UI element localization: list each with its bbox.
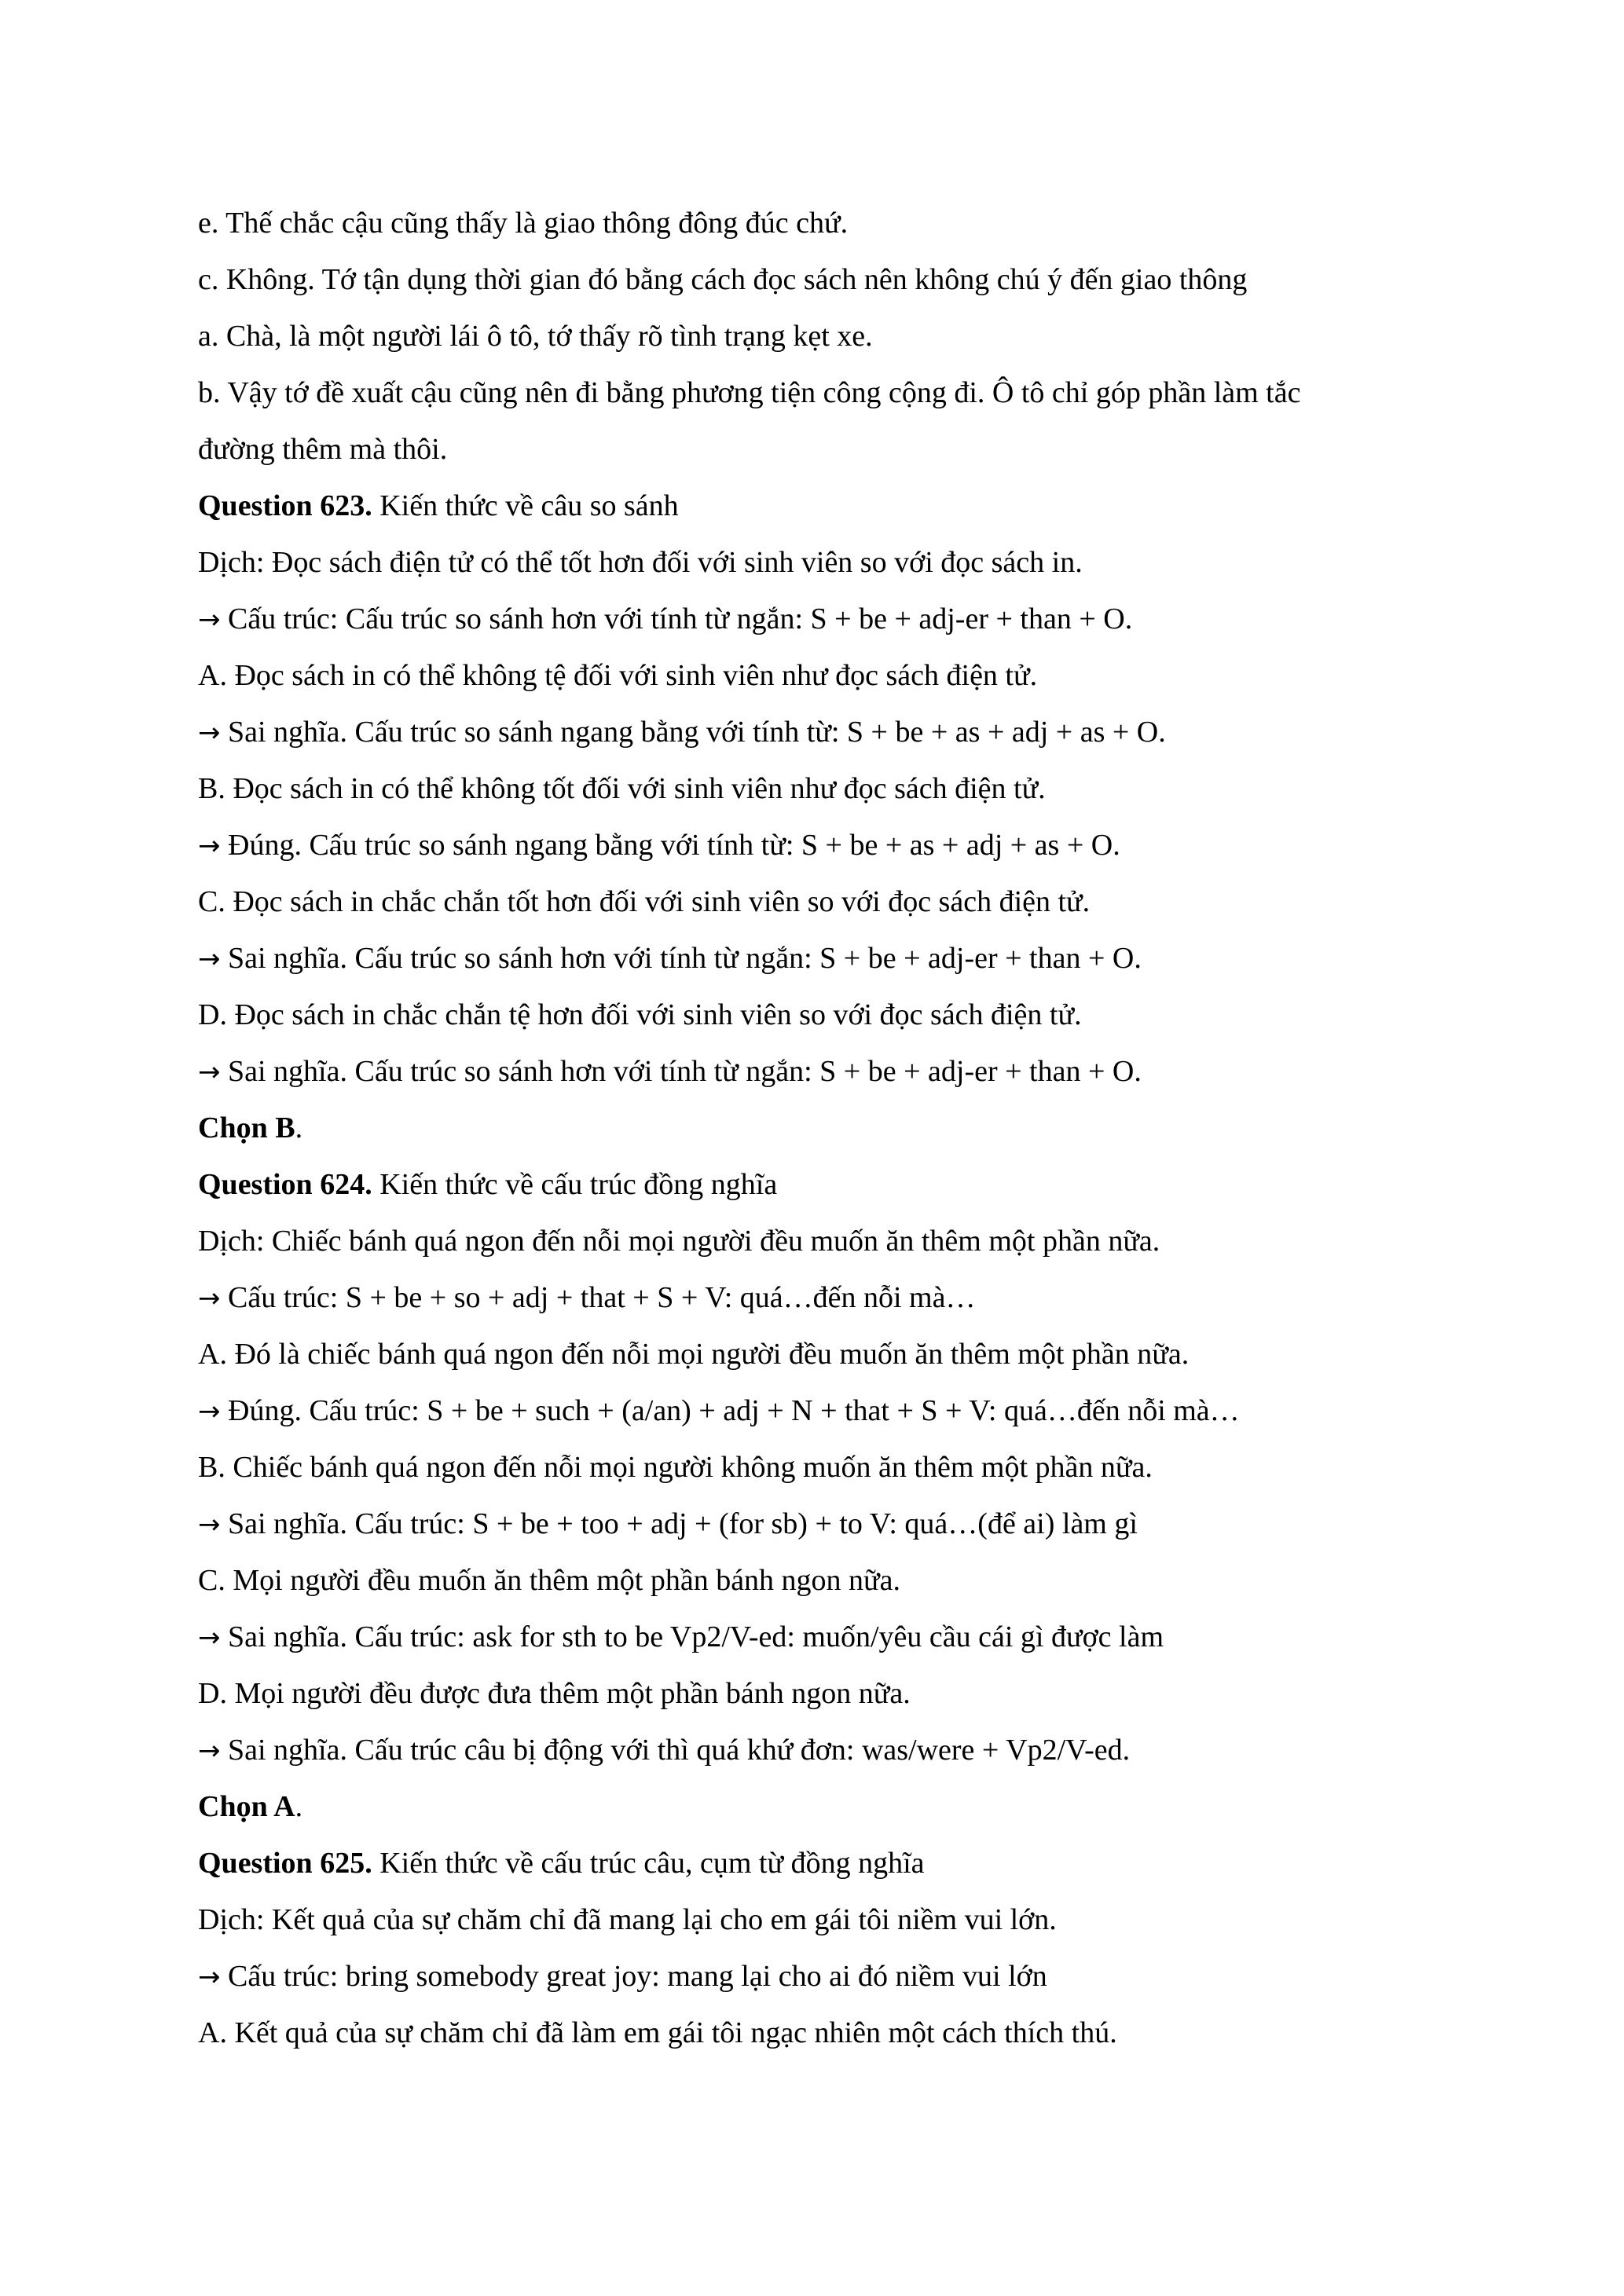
bold-label: Question 625. <box>198 1847 372 1880</box>
line-text: D. Mọi người đều được đưa thêm một phần bánh ngon nữa. <box>198 1677 911 1710</box>
line-text: c. Không. Tớ tận dụng thời gian đó bằng cách đọc sách nên không chú ý đến giao thông <box>198 263 1248 296</box>
text-line <box>198 1269 1455 1326</box>
text-line <box>198 817 1455 873</box>
text-line <box>198 873 1455 930</box>
line-text: b. Vậy tớ đề xuất cậu cũng nên đi bằng phương tiện công cộng đi. Ô tô chỉ góp phần làm tắc <box>198 376 1301 409</box>
text-line <box>198 1100 1455 1156</box>
text-line <box>198 930 1455 987</box>
text-line <box>198 1213 1455 1269</box>
bold-label: Chọn B <box>198 1111 295 1144</box>
text-line <box>198 1156 1455 1213</box>
line-text: Dịch: Đọc sách điện tử có thể tốt hơn đối với sinh viên so với đọc sách in. <box>198 546 1083 579</box>
line-text: Kiến thức về cấu trúc đồng nghĩa <box>372 1168 778 1201</box>
text-line <box>198 1496 1455 1552</box>
text-line <box>198 1609 1455 1665</box>
arrow-icon: → <box>198 1735 221 1767</box>
text-line <box>198 987 1455 1043</box>
arrow-icon: → <box>198 1509 221 1540</box>
line-text: Đúng. Cấu trúc so sánh ngang bằng với tính từ: S + be + as + adj + as + O. <box>220 829 1120 862</box>
text-line <box>198 704 1455 760</box>
line-text: Dịch: Chiếc bánh quá ngon đến nỗi mọi người đều muốn ăn thêm một phần nữa. <box>198 1225 1160 1258</box>
text-line <box>198 534 1455 591</box>
line-text: Sai nghĩa. Cấu trúc: ask for sth to be Vp2/V-ed: muốn/yêu cầu cái gì được làm <box>220 1620 1164 1653</box>
text-line <box>198 760 1455 817</box>
line-text: Dịch: Kết quả của sự chăm chỉ đã mang lại cho em gái tôi niềm vui lớn. <box>198 1903 1057 1936</box>
line-text: A. Đọc sách in có thể không tệ đối với sinh viên như đọc sách điện tử. <box>198 659 1038 692</box>
arrow-icon: → <box>198 1283 221 1314</box>
text-line <box>198 2005 1455 2061</box>
bold-label: Question 623. <box>198 489 372 522</box>
document-body <box>198 195 1455 2061</box>
text-line <box>198 195 1455 251</box>
line-text: Sai nghĩa. Cấu trúc câu bị động với thì quá khứ đơn: was/were + Vp2/V-ed. <box>220 1734 1131 1767</box>
line-text: B. Đọc sách in có thể không tốt đối với sinh viên như đọc sách điện tử. <box>198 772 1046 805</box>
line-text: C. Đọc sách in chắc chắn tốt hơn đối với sinh viên so với đọc sách điện tử. <box>198 885 1091 918</box>
bold-label: Chọn A <box>198 1790 295 1823</box>
text-line <box>198 251 1455 308</box>
line-text: Cấu trúc: S + be + so + adj + that + S + V: quá…đến nỗi mà… <box>220 1281 976 1314</box>
bold-label: Question 624. <box>198 1168 372 1201</box>
text-line <box>198 1665 1455 1722</box>
line-text: Kiến thức về cấu trúc câu, cụm từ đồng nghĩa <box>372 1847 925 1880</box>
text-line <box>198 1382 1455 1439</box>
line-text: A. Kết quả của sự chăm chỉ đã làm em gái tôi ngạc nhiên một cách thích thú. <box>198 2016 1117 2049</box>
arrow-icon: → <box>198 1622 221 1653</box>
text-line <box>198 1835 1455 1891</box>
line-text: Đúng. Cấu trúc: S + be + such + (a/an) + adj + N + that + S + V: quá…đến nỗi mà… <box>220 1394 1240 1427</box>
arrow-icon: → <box>198 943 221 975</box>
line-text: Sai nghĩa. Cấu trúc so sánh hơn với tính từ ngắn: S + be + adj-er + than + O. <box>220 942 1142 975</box>
line-text: đường thêm mà thôi. <box>198 433 448 466</box>
arrow-icon: → <box>198 604 221 635</box>
text-line <box>198 364 1455 421</box>
text-line <box>198 1722 1455 1778</box>
arrow-icon: → <box>198 1056 221 1088</box>
text-line <box>198 591 1455 647</box>
line-text: C. Mọi người đều muốn ăn thêm một phần bánh ngon nữa. <box>198 1564 901 1597</box>
text-line <box>198 421 1455 478</box>
line-text: a. Chà, là một người lái ô tô, tớ thấy rõ tình trạng kẹt xe. <box>198 320 873 353</box>
line-text: Kiến thức về câu so sánh <box>372 489 679 522</box>
line-text: Sai nghĩa. Cấu trúc so sánh hơn với tính từ ngắn: S + be + adj-er + than + O. <box>220 1055 1142 1088</box>
text-line <box>198 1891 1455 1948</box>
arrow-icon: → <box>198 717 221 749</box>
text-line <box>198 1326 1455 1382</box>
line-text: e. Thế chắc cậu cũng thấy là giao thông đông đúc chứ. <box>198 207 849 240</box>
text-line <box>198 647 1455 704</box>
line-text: A. Đó là chiếc bánh quá ngon đến nỗi mọi người đều muốn ăn thêm một phần nữa. <box>198 1338 1190 1371</box>
line-text: Sai nghĩa. Cấu trúc: S + be + too + adj + (for sb) + to V: quá…(để ai) làm gì <box>220 1507 1138 1540</box>
arrow-icon: → <box>198 1961 221 1993</box>
line-text: D. Đọc sách in chắc chắn tệ hơn đối với sinh viên so với đọc sách điện tử. <box>198 998 1082 1031</box>
line-text: Cấu trúc: bring somebody great joy: mang lại cho ai đó niềm vui lớn <box>220 1960 1047 1993</box>
text-line <box>198 308 1455 364</box>
arrow-icon: → <box>198 830 221 862</box>
text-line <box>198 1043 1455 1100</box>
line-text: . <box>295 1790 303 1823</box>
text-line <box>198 1948 1455 2005</box>
line-text: B. Chiếc bánh quá ngon đến nỗi mọi người không muốn ăn thêm một phần nữa. <box>198 1451 1153 1484</box>
text-line <box>198 478 1455 534</box>
line-text: Sai nghĩa. Cấu trúc so sánh ngang bằng với tính từ: S + be + as + adj + as + O. <box>220 716 1166 749</box>
line-text: . <box>295 1111 303 1144</box>
arrow-icon: → <box>198 1396 221 1427</box>
text-line <box>198 1439 1455 1496</box>
line-text: Cấu trúc: Cấu trúc so sánh hơn với tính từ ngắn: S + be + adj-er + than + O. <box>220 602 1133 635</box>
text-line <box>198 1778 1455 1835</box>
text-line <box>198 1552 1455 1609</box>
